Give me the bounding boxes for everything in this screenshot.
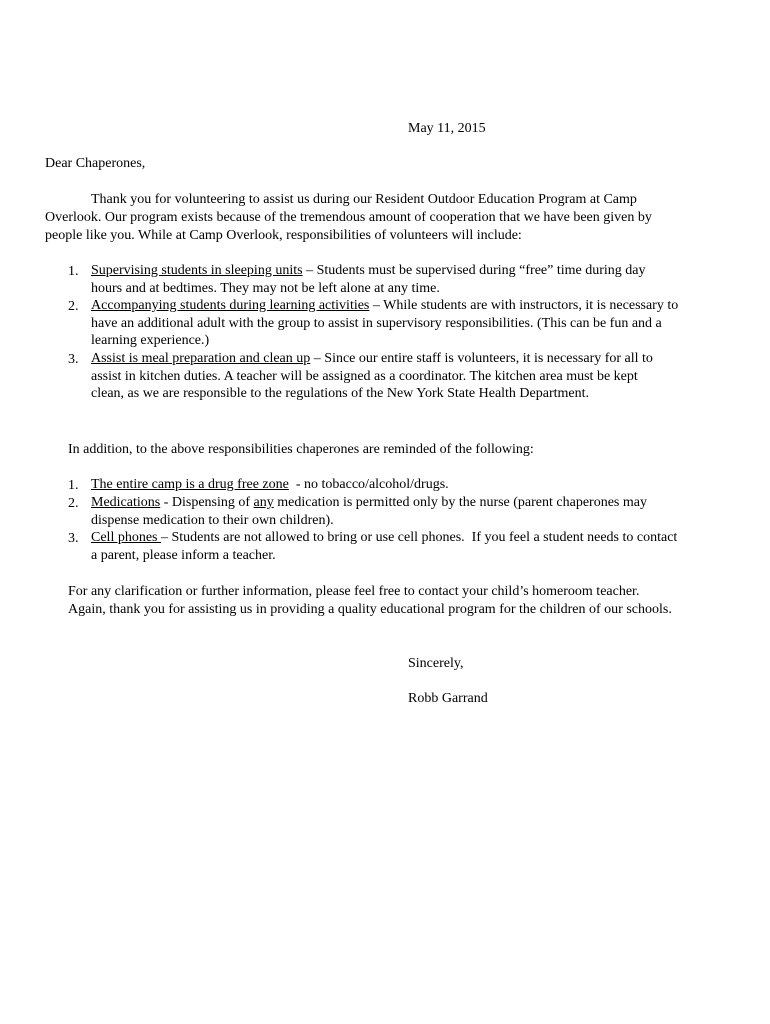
list-item-text: Assist is meal preparation and clean up – Since our entire staff is volunteers, it is necessary for all to assist in kitchen duties. A teacher will be assigned as a coordinator. The kitchen area must be kept clean, as we are responsible to the regulations of the New York State Health Department. <box>91 351 653 402</box>
list-item-text: Accompanying students during learning activities – While students are with instructors, it is necessary to have an additional adult with the group to assist in supervisory responsibilities. (This can be fun and a learning experience.) <box>91 298 679 349</box>
list-number: 1. <box>68 264 79 279</box>
intro-line: Overlook. Our program exists because of the tremendous amount of cooperation that we have been given by <box>45 210 652 225</box>
list-number: 1. <box>68 478 79 493</box>
list-number: 2. <box>68 299 79 314</box>
list-item-text: Supervising students in sleeping units – Students must be supervised during “free” time during day hours and at bedtimes. They may not be left alone at any time. <box>91 263 646 296</box>
closing-line: Again, thank you for assisting us in providing a quality educational program for the children of our schools. <box>68 602 672 617</box>
list-number: 2. <box>68 496 79 511</box>
list-number: 3. <box>68 352 79 367</box>
list-number: 3. <box>68 531 79 546</box>
closing-line: For any clarification or further information, please feel free to contact your child’s homeroom teacher. <box>68 584 640 599</box>
intro-line: people like you. While at Camp Overlook, responsibilities of volunteers will include: <box>45 228 522 243</box>
list-item-text: Medications - Dispensing of any medication is permitted only by the nurse (parent chaperones may dispense medication to their own children). <box>91 495 647 528</box>
intro-line: Thank you for volunteering to assist us during our Resident Outdoor Education Program at Camp <box>91 192 637 207</box>
emphasis-any: any <box>253 495 274 510</box>
signoff: Sincerely, <box>408 656 464 671</box>
item-title: Supervising students in sleeping units <box>91 263 303 278</box>
item-title: Cell phones <box>91 530 161 545</box>
item-title: Medications <box>91 495 161 510</box>
letter-date: May 11, 2015 <box>408 121 486 136</box>
item-title: Accompanying students during learning activities <box>91 298 370 313</box>
list-item-text: Cell phones – Students are not allowed to bring or use cell phones. If you feel a student needs to contact a parent, please inform a teacher. <box>91 530 678 563</box>
list-item-text: The entire camp is a drug free zone - no tobacco/alcohol/drugs. <box>91 477 449 492</box>
item-title: The entire camp is a drug free zone <box>91 477 289 492</box>
reminder-intro: In addition, to the above responsibilities chaperones are reminded of the following: <box>68 442 534 457</box>
item-title: Assist is meal preparation and clean up <box>91 351 311 366</box>
salutation: Dear Chaperones, <box>45 156 146 171</box>
signature-name: Robb Garrand <box>408 691 488 706</box>
